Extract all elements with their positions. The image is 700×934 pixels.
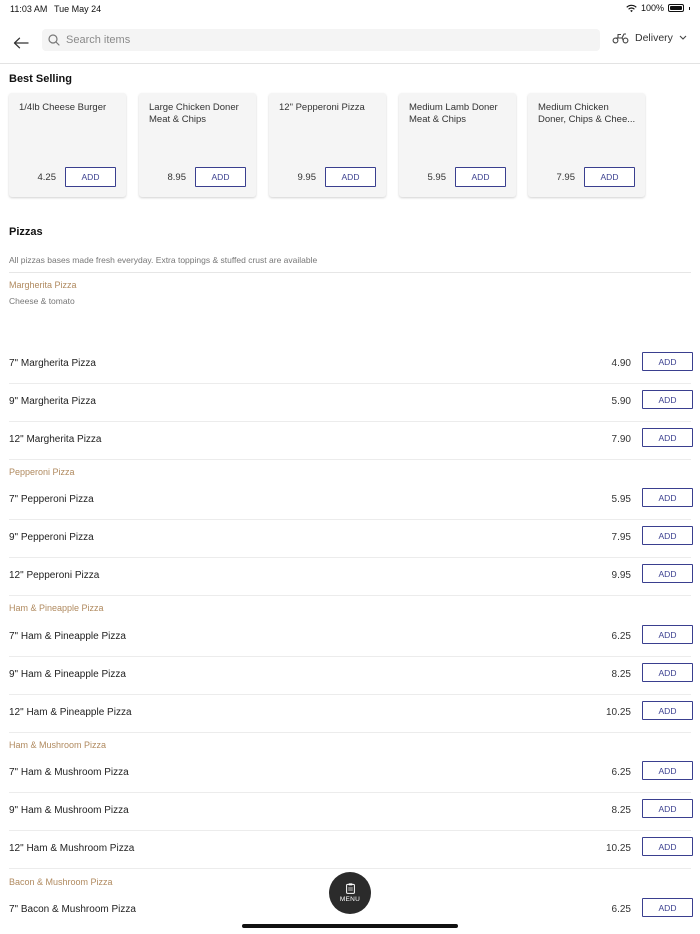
best-selling-card[interactable] (9, 93, 126, 197)
status-time: 11:03 AM (10, 4, 48, 14)
item-price: 6.25 (611, 767, 631, 778)
divider (9, 272, 691, 273)
menu-item-row (0, 346, 700, 384)
menu-item-row (0, 793, 700, 831)
group-title: Ham & Pineapple Pizza (9, 603, 104, 613)
add-button[interactable]: ADD (642, 428, 693, 447)
item-price: 7.95 (611, 532, 631, 543)
menu-item-row (0, 520, 700, 558)
best-selling-card[interactable] (139, 93, 256, 197)
item-name: 7" Ham & Pineapple Pizza (9, 631, 126, 642)
best-selling-price: 9.95 (297, 172, 316, 183)
best-selling-price: 5.95 (427, 172, 446, 183)
search-icon (48, 34, 60, 46)
menu-item-row (0, 657, 700, 695)
item-price: 9.95 (611, 570, 631, 581)
menu-item-row (0, 482, 700, 520)
best-selling-title: Best Selling (9, 73, 72, 85)
item-name: 7" Bacon & Mushroom Pizza (9, 904, 136, 915)
best-selling-name: Medium Lamb Doner Meat & Chips (409, 102, 498, 125)
item-name: 12" Margherita Pizza (9, 434, 102, 445)
battery-percent: 100% (640, 3, 664, 13)
best-selling-price: 8.95 (167, 172, 186, 183)
add-button[interactable]: ADD (642, 837, 693, 856)
status-date: Tue May 24 (54, 4, 102, 14)
menu-item-row (0, 695, 700, 733)
status-right (626, 3, 690, 13)
best-selling-name: 1/4lb Cheese Burger (19, 102, 107, 113)
menu-button[interactable] (329, 872, 371, 914)
group-title: Bacon & Mushroom Pizza (9, 877, 113, 887)
wifi-icon (626, 4, 637, 13)
menu-item-row (0, 384, 700, 422)
group-title: Ham & Mushroom Pizza (9, 740, 107, 750)
best-selling-price: 4.25 (37, 172, 56, 183)
best-selling-price: 7.95 (556, 172, 575, 183)
item-name: 12" Ham & Pineapple Pizza (9, 707, 132, 718)
best-selling-card[interactable] (399, 93, 516, 197)
item-name: 7" Margherita Pizza (9, 358, 96, 369)
item-name: 9" Ham & Mushroom Pizza (9, 805, 129, 816)
item-name: 12" Pepperoni Pizza (9, 570, 100, 581)
menu-button-label: MENU (339, 896, 361, 903)
item-name: 7" Pepperoni Pizza (9, 494, 94, 505)
delivery-label: Delivery (635, 31, 673, 44)
menu-item-row (0, 831, 700, 869)
item-name: 7" Ham & Mushroom Pizza (9, 767, 129, 778)
best-selling-name: 12" Pepperoni Pizza (279, 102, 365, 113)
item-name: 9" Margherita Pizza (9, 396, 96, 407)
add-button[interactable]: ADD (584, 167, 635, 187)
add-button[interactable]: ADD (642, 526, 693, 545)
item-price: 6.25 (611, 631, 631, 642)
best-selling-name: Medium Chicken Doner, Chips & Chee... (538, 102, 636, 125)
group-title: Pepperoni Pizza (9, 467, 75, 477)
pizzas-description: All pizzas bases made fresh everyday. Extra toppings & stuffed crust are available (9, 255, 318, 265)
back-button[interactable] (10, 32, 32, 54)
add-button[interactable]: ADD (642, 564, 693, 583)
pizzas-title: Pizzas (9, 226, 43, 238)
best-selling-name: Large Chicken Doner Meat & Chips (149, 102, 239, 125)
item-price: 6.25 (611, 904, 631, 915)
scooter-icon (612, 31, 629, 44)
item-name: 9" Ham & Pineapple Pizza (9, 669, 126, 680)
group-title: Margherita Pizza (9, 280, 77, 290)
add-button[interactable]: ADD (325, 167, 376, 187)
chevron-down-icon (679, 35, 687, 40)
search-input[interactable] (66, 34, 566, 46)
menu-item-row (0, 558, 700, 596)
add-button[interactable]: ADD (642, 761, 693, 780)
menu-clipboard-icon (346, 883, 355, 894)
add-button[interactable]: ADD (642, 701, 693, 720)
back-arrow-icon (13, 37, 29, 49)
menu-item-row (0, 755, 700, 793)
item-price: 7.90 (611, 434, 631, 445)
top-bar (0, 28, 700, 64)
item-price: 10.25 (605, 707, 631, 718)
item-price: 4.90 (611, 358, 631, 369)
home-indicator (242, 924, 458, 928)
item-name: 12" Ham & Mushroom Pizza (9, 843, 135, 854)
item-price: 8.25 (611, 805, 631, 816)
add-button[interactable]: ADD (642, 663, 693, 682)
add-button[interactable]: ADD (195, 167, 246, 187)
delivery-selector[interactable] (612, 31, 687, 44)
item-name: 9" Pepperoni Pizza (9, 532, 94, 543)
best-selling-card[interactable] (528, 93, 645, 197)
add-button[interactable]: ADD (642, 625, 693, 644)
item-price: 5.90 (611, 396, 631, 407)
item-price: 5.95 (611, 494, 631, 505)
best-selling-card[interactable] (269, 93, 386, 197)
group-subtitle: Cheese & tomato (9, 296, 75, 306)
add-button[interactable]: ADD (642, 799, 693, 818)
add-button[interactable]: ADD (455, 167, 506, 187)
search-box[interactable] (42, 29, 600, 51)
add-button[interactable]: ADD (642, 898, 693, 917)
item-price: 8.25 (611, 669, 631, 680)
add-button[interactable]: ADD (642, 390, 693, 409)
add-button[interactable]: ADD (642, 352, 693, 371)
add-button[interactable]: ADD (642, 488, 693, 507)
item-price: 10.25 (605, 843, 631, 854)
add-button[interactable]: ADD (65, 167, 116, 187)
menu-item-row (0, 619, 700, 657)
battery-icon (668, 4, 684, 12)
status-bar (0, 0, 700, 18)
menu-item-row (0, 422, 700, 460)
